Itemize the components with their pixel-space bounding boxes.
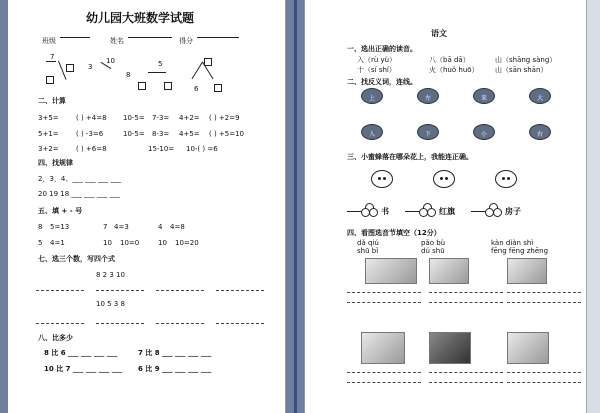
flower-icon[interactable] [419,203,437,219]
class-label: 班级 [42,37,56,45]
vertical-scrollbar[interactable] [586,0,600,413]
writing-picture [429,258,469,284]
number-set-2: 10 5 3 8 [96,300,125,308]
kite-picture [429,332,471,364]
word-bubble[interactable]: 下 [417,124,439,140]
word-bubble[interactable]: 上 [361,88,383,104]
section-operator-heading: 五、填 + - 号 [38,207,83,215]
right-document-page: 语文 一、选出正确的读音。 入（rù yù） 八（bā dā） 山（shāng sàng） 十（sí shí） 火（huǒ huō） 山（sān shān） 二、找反义词，连线。 上 左 来 大 入 下 小 右 三、小蜜蜂落在哪朵花上，我能连正确。 书 红旗 房子 四、看图选音节填空（12分） dǎ qiú shū bǐ pǎo bù dú shū kàn diàn shì fēng fēng zhēng [304,0,586,413]
section-antonym-heading: 二、找反义词，连线。 [347,78,417,86]
page-title: 语文 [431,29,447,38]
section-calc-heading: 二、计算 [38,97,66,105]
section-expression-heading: 七、选三个数，写四个式 [38,255,115,263]
page-gutter [294,0,297,413]
page-title: 幼儿园大班数学试题 [86,11,195,25]
ball-picture [507,332,549,364]
flower-icon[interactable] [361,203,379,219]
number-set-1: 8 2 3 10 [96,271,125,279]
section-syllable-heading: 四、看图选音节填空（12分） [347,229,441,237]
word-bubble[interactable]: 来 [473,88,495,104]
section-reading-heading: 一、选出正确的读音。 [347,45,417,53]
running-picture [361,332,405,364]
word-bubble[interactable]: 入 [361,124,383,140]
section-pattern-heading: 四、找规律 [38,159,73,167]
left-document-page: 幼儿园大班数学试题 班级 姓名 得分 7 3 10 8 5 6 二、计算 3+5= ( ) +4=8 10-5= 7-3= 4+2= ( ) +2=9 5+1= ( ) -3=6 10-5= 8-3= 4+5= ( ) +5=10 3+2= ( ) +6=8 15-10= 10-( ) =6 四、找规律 2，3，4、___ ___ ___ ___ 20 19 18 ___ ___ ___ ___ 五、填 + - 号 8 5=13 7 4=3 4 4=8 5 4=1 10 10=0 10 10=20 七、选三个数，写四个式 8 2 3 10 10 5 3 8 八、比多少 8 比 6 ___ ___ ___ ___ 7 比 8 ___ ___ ___ ___ 10 比 7 ___ ___ ___ ___ 6 比 9 ___ ___ ___ ___ [8,0,286,413]
word-bubble[interactable]: 右 [529,124,551,140]
name-blank[interactable] [128,37,172,38]
section-compare-heading: 八、比多少 [38,334,73,342]
section-bee-heading: 三、小蜜蜂落在哪朵花上，我能连正确。 [347,153,473,161]
bee-face-icon [495,170,517,188]
bee-face-icon [371,170,393,188]
name-label: 姓名 [110,37,124,45]
class-blank[interactable] [60,37,90,38]
score-label: 得分 [179,37,193,45]
word-bubble[interactable]: 大 [529,88,551,104]
word-bubble[interactable]: 小 [473,124,495,140]
flower-icon[interactable] [485,203,503,219]
reading-picture [507,258,547,284]
score-blank[interactable] [197,37,239,38]
word-bubble[interactable]: 左 [417,88,439,104]
bee-face-icon [433,170,455,188]
tv-picture [365,258,417,284]
